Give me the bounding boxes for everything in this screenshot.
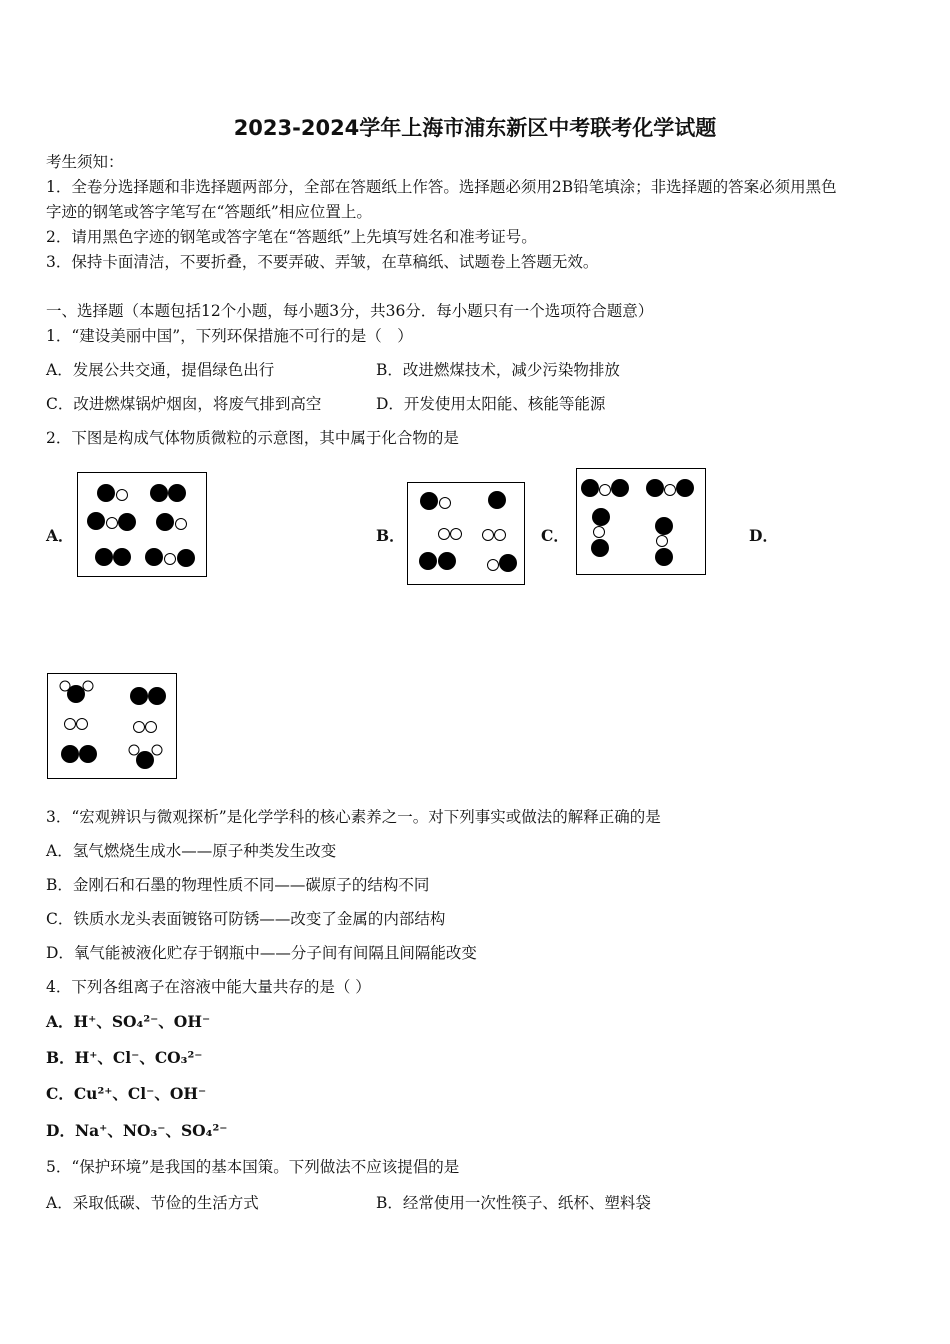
q1-option-b: B．改进燃煤技术，减少污染物排放 [376,361,620,379]
molecule-diagram-c [577,469,707,576]
q3-stem: 3．“宏观辨识与微观探析”是化学学科的核心素养之一。对下列事实或做法的解释正确的是 [46,808,661,826]
q4-option-c [46,1084,206,1104]
q4-option-a [46,1012,210,1032]
q4-option-d [46,1121,227,1141]
molecule-diagram-d [48,674,178,780]
q2-label-c: C． [541,526,569,545]
molecule-diagram-a [78,473,208,578]
notice-heading: 考生须知： [46,153,124,171]
q2-diagram-a [77,472,207,577]
q4-option-d-ions: Na⁺、NO₃⁻、SO₄²⁻ [74,1121,228,1140]
notice-item-1: 1．全卷分选择题和非选择题两部分，全部在答题纸上作答。选择题必须用2B铅笔填涂；非选择题的答案必须用黑色 [46,178,837,196]
q4-option-d-label: D． [46,1121,75,1140]
page-title: 2023-2024学年上海市浦东新区中考联考化学试题 [233,116,717,140]
q3-option-b: B．金刚石和石墨的物理性质不同——碳原子的结构不同 [46,876,430,894]
q2-stem: 2．下图是构成气体物质微粒的示意图，其中属于化合物的是 [46,429,459,447]
q4-stem: 4．下列各组离子在溶液中能大量共存的是（ ） [46,978,371,996]
q5-option-b: B．经常使用一次性筷子、纸杯、塑料袋 [376,1194,651,1212]
q4-option-b-ions: H⁺、Cl⁻、CO₃²⁻ [74,1048,203,1067]
q3-option-a: A．氢气燃烧生成水——原子种类发生改变 [46,842,337,860]
q4-option-b-label: B． [46,1048,75,1067]
q2-label-b: B． [376,526,405,545]
q4-option-c-label: C． [46,1084,74,1103]
q2-label-d: D． [749,526,778,545]
q2-diagram-d [47,673,177,779]
q1-option-c: C．改进燃煤锅炉烟囱，将废气排到高空 [46,395,322,413]
q4-option-b [46,1048,202,1068]
notice-item-2: 2．请用黑色字迹的钢笔或答字笔在“答题纸”上先填写姓名和准考证号。 [46,228,537,246]
molecule-diagram-b [408,483,526,586]
q1-stem: 1．“建设美丽中国”，下列环保措施不可行的是（ ） [46,327,413,345]
q5-stem: 5．“保护环境”是我国的基本国策。下列做法不应该提倡的是 [46,1158,460,1176]
q2-label-a: A． [46,526,74,545]
q4-option-a-label: A． [46,1012,74,1031]
q1-option-a: A．发展公共交通，提倡绿色出行 [46,361,275,379]
q2-diagram-c [576,468,706,575]
q1-option-d: D．开发使用太阳能、核能等能源 [376,395,606,413]
q4-option-c-ions: Cu²⁺、Cl⁻、OH⁻ [73,1084,207,1103]
section-heading: 一、选择题（本题包括12个小题，每小题3分，共36分．每小题只有一个选项符合题意） [46,302,654,320]
notice-item-1-cont: 字迹的钢笔或答字笔写在“答题纸”相应位置上。 [46,203,372,221]
notice-item-3: 3．保持卡面清洁，不要折叠，不要弄破、弄皱，在草稿纸、试题卷上答题无效。 [46,253,599,271]
q3-option-c: C．铁质水龙头表面镀铬可防锈——改变了金属的内部结构 [46,910,446,928]
q3-option-d: D．氧气能被液化贮存于钢瓶中——分子间有间隔且间隔能改变 [46,944,477,962]
q5-option-a: A．采取低碳、节俭的生活方式 [46,1194,259,1212]
q4-option-a-ions: H⁺、SO₄²⁻、OH⁻ [73,1012,211,1031]
q2-diagram-b [407,482,525,585]
